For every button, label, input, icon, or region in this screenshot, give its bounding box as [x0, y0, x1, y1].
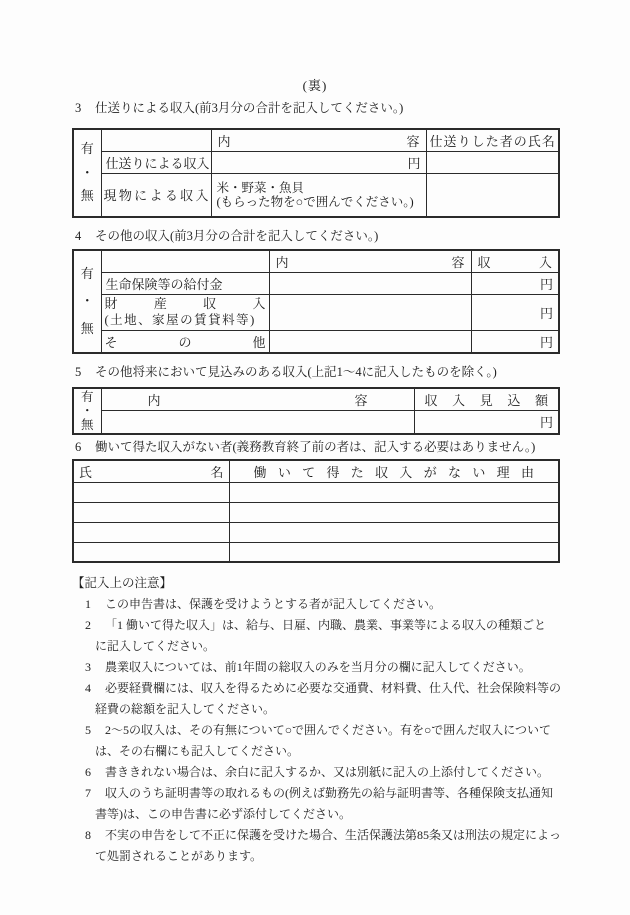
- presence-yes-no-label: 有 ・ 無: [80, 265, 94, 336]
- section-number: 6: [75, 439, 82, 454]
- section-title-text: その他将来において見込みのある収入(上記1〜4に記入したものを除く。): [95, 364, 497, 379]
- note-number: 5: [85, 723, 91, 737]
- note-text: 「1 働いて得た収入」は、給与、日雇、内職、農業、事業等による収入の種類ごと: [105, 618, 547, 632]
- presence-cell: [73, 388, 101, 434]
- note-number: 7: [85, 786, 91, 800]
- insurance-benefit-row-label: 生命保険等の給付金: [105, 276, 223, 292]
- no-income-reason-input-cell: [229, 502, 559, 522]
- in-kind-items-label: 米・野菜・魚貝: [216, 180, 305, 195]
- remittance-row-label-cell: [101, 152, 211, 174]
- yen-unit-label: 円: [539, 305, 553, 321]
- note-text: この申告書は、保護を受けようとする者が記入してください。: [105, 597, 442, 611]
- content-input-cell: [269, 272, 471, 294]
- content-header-cell: [101, 388, 414, 411]
- sender-name-input-cell: [426, 152, 559, 174]
- content-header-cell: [269, 250, 471, 273]
- content-input-cell: [269, 294, 471, 330]
- section-3-title: [72, 100, 558, 116]
- income-header-cell: [471, 250, 559, 273]
- section-4-title: [72, 228, 558, 244]
- no-earned-income-table: [72, 459, 560, 564]
- yen-unit-label: 円: [539, 276, 553, 292]
- expected-amount-header-label: 収 入 見 込 額: [424, 392, 548, 408]
- content-header-label: 内 容: [147, 392, 368, 408]
- section-title-text: その他の収入(前3月分の合計を記入してください。): [95, 228, 379, 243]
- note-number: 8: [85, 828, 91, 842]
- row-label-header-cell: [101, 129, 211, 152]
- expected-amount-cell: [414, 411, 559, 434]
- property-income-row-label-cell: [101, 294, 269, 330]
- note-text: て処罰されることがあります。: [95, 849, 263, 863]
- expected-income-table: [72, 387, 560, 435]
- property-income-row-label: 財 産 収 入: [104, 296, 266, 311]
- in-kind-circle-hint: (もらった物を○で囲んでください。): [216, 194, 414, 209]
- section-title-text: 働いて得た収入がない者(義務教育終了前の者は、記入する必要はありません。): [95, 439, 536, 454]
- note-item-8: [85, 825, 562, 867]
- note-number: 2: [85, 618, 91, 632]
- no-income-reason-header-label: 働 い て 得 た 収 入 が な い 理 由: [253, 464, 534, 480]
- section-6-title: [72, 439, 558, 455]
- sender-name-header-label: 仕 送 り し た 者 の 氏 名: [429, 134, 555, 149]
- person-name-input-cell: [73, 482, 229, 502]
- presence-cell: [73, 250, 101, 353]
- property-income-row-sublabel: (土地、家屋の賃貸料等): [104, 313, 256, 327]
- insurance-benefit-row-label-cell: [101, 272, 269, 294]
- note-text: 2〜5の収入は、その有無について○で囲んでください。有を○で囲んだ収入について: [105, 723, 552, 737]
- section-number: 3: [75, 101, 82, 115]
- note-number: 6: [85, 765, 91, 779]
- no-income-reason-input-cell: [229, 482, 559, 502]
- note-number: 3: [85, 660, 91, 674]
- note-text: 経費の総額を記入してください。: [95, 702, 276, 716]
- row-label-header-cell: [101, 250, 269, 273]
- person-name-input-cell: [73, 542, 229, 562]
- section-number: 5: [75, 364, 82, 379]
- note-text: に記入してください。: [95, 639, 216, 653]
- in-kind-row-label-cell: [101, 174, 211, 217]
- page-side-label: (裏): [302, 78, 328, 93]
- note-item-5: [85, 720, 558, 762]
- income-amount-cell: [471, 294, 559, 330]
- other-row-label-cell: [101, 330, 269, 353]
- note-item-2: [85, 615, 558, 657]
- other-income-table: [72, 249, 560, 354]
- no-income-reason-input-cell: [229, 542, 559, 562]
- note-text: 不実の申告をして不正に保護を受けた場合、生活保護法第85条又は刑法の規定によっ: [105, 828, 562, 842]
- note-item-6: [85, 762, 558, 783]
- note-item-4: [85, 678, 562, 720]
- income-header-label: 収 入: [477, 254, 552, 270]
- in-kind-content-cell: [211, 174, 426, 217]
- filling-notes-section: [72, 573, 562, 867]
- content-header-label: 内 容: [275, 254, 465, 270]
- presence-yes-no-label: 有 ・ 無: [80, 141, 94, 204]
- expected-amount-header-cell: [414, 388, 559, 411]
- other-row-label: そ の 他: [104, 334, 266, 350]
- no-income-reason-header-cell: [229, 460, 559, 483]
- section-5-title: [72, 364, 558, 380]
- note-item-3: [85, 657, 558, 678]
- content-header-label: 内 容: [217, 134, 420, 149]
- note-item-1: [85, 594, 558, 615]
- remittance-row-label: 仕送りによる収入: [105, 156, 210, 171]
- note-number: 1: [85, 597, 91, 611]
- person-name-header-cell: [73, 460, 229, 483]
- notes-heading: 【記入上の注意】: [72, 576, 173, 590]
- content-input-cell: [101, 411, 414, 434]
- presence-cell: [73, 129, 101, 217]
- note-text: は、その右欄にも記入してください。: [95, 744, 300, 758]
- note-number: 4: [85, 681, 91, 695]
- income-amount-cell: [471, 330, 559, 353]
- no-income-reason-input-cell: [229, 522, 559, 542]
- yen-unit-label: 円: [539, 334, 553, 350]
- content-input-cell: [269, 330, 471, 353]
- income-amount-cell: [471, 272, 559, 294]
- section-title-text: 仕送りによる収入(前3月分の合計を記入してください。): [95, 101, 404, 115]
- section-number: 4: [75, 228, 82, 243]
- note-item-7: [85, 783, 558, 825]
- content-header-cell: [211, 129, 426, 152]
- note-text: 書ききれない場合は、余白に記入するか、又は別紙に記入の上添付してください。: [105, 765, 550, 779]
- note-text: 書等)は、この申告書に必ず添付してください。: [95, 807, 351, 821]
- person-name-input-cell: [73, 502, 229, 522]
- person-name-header-label: 氏 名: [79, 464, 224, 480]
- remittance-income-table: [72, 128, 560, 218]
- note-text: 収入のうち証明書等の取れるもの(例えば勤務先の給与証明書等、各種保険支払通知: [105, 786, 553, 800]
- sender-name-header-cell: [426, 129, 559, 152]
- sender-name-input-cell: [426, 174, 559, 217]
- note-text: 必要経費欄には、収入を得るために必要な交通費、材料費、仕入代、社会保険料等の: [105, 681, 562, 695]
- person-name-input-cell: [73, 522, 229, 542]
- in-kind-row-label: 現 物 に よ る 収 入: [103, 188, 209, 204]
- yen-unit-label: 円: [407, 156, 421, 171]
- yen-unit-label: 円: [539, 415, 553, 431]
- presence-yes-no-label: 有 ・ 無: [80, 389, 94, 432]
- note-text: 農業収入については、前1年間の総収入のみを当月分の欄に記入してください。: [105, 660, 531, 674]
- remittance-amount-cell: [211, 152, 426, 174]
